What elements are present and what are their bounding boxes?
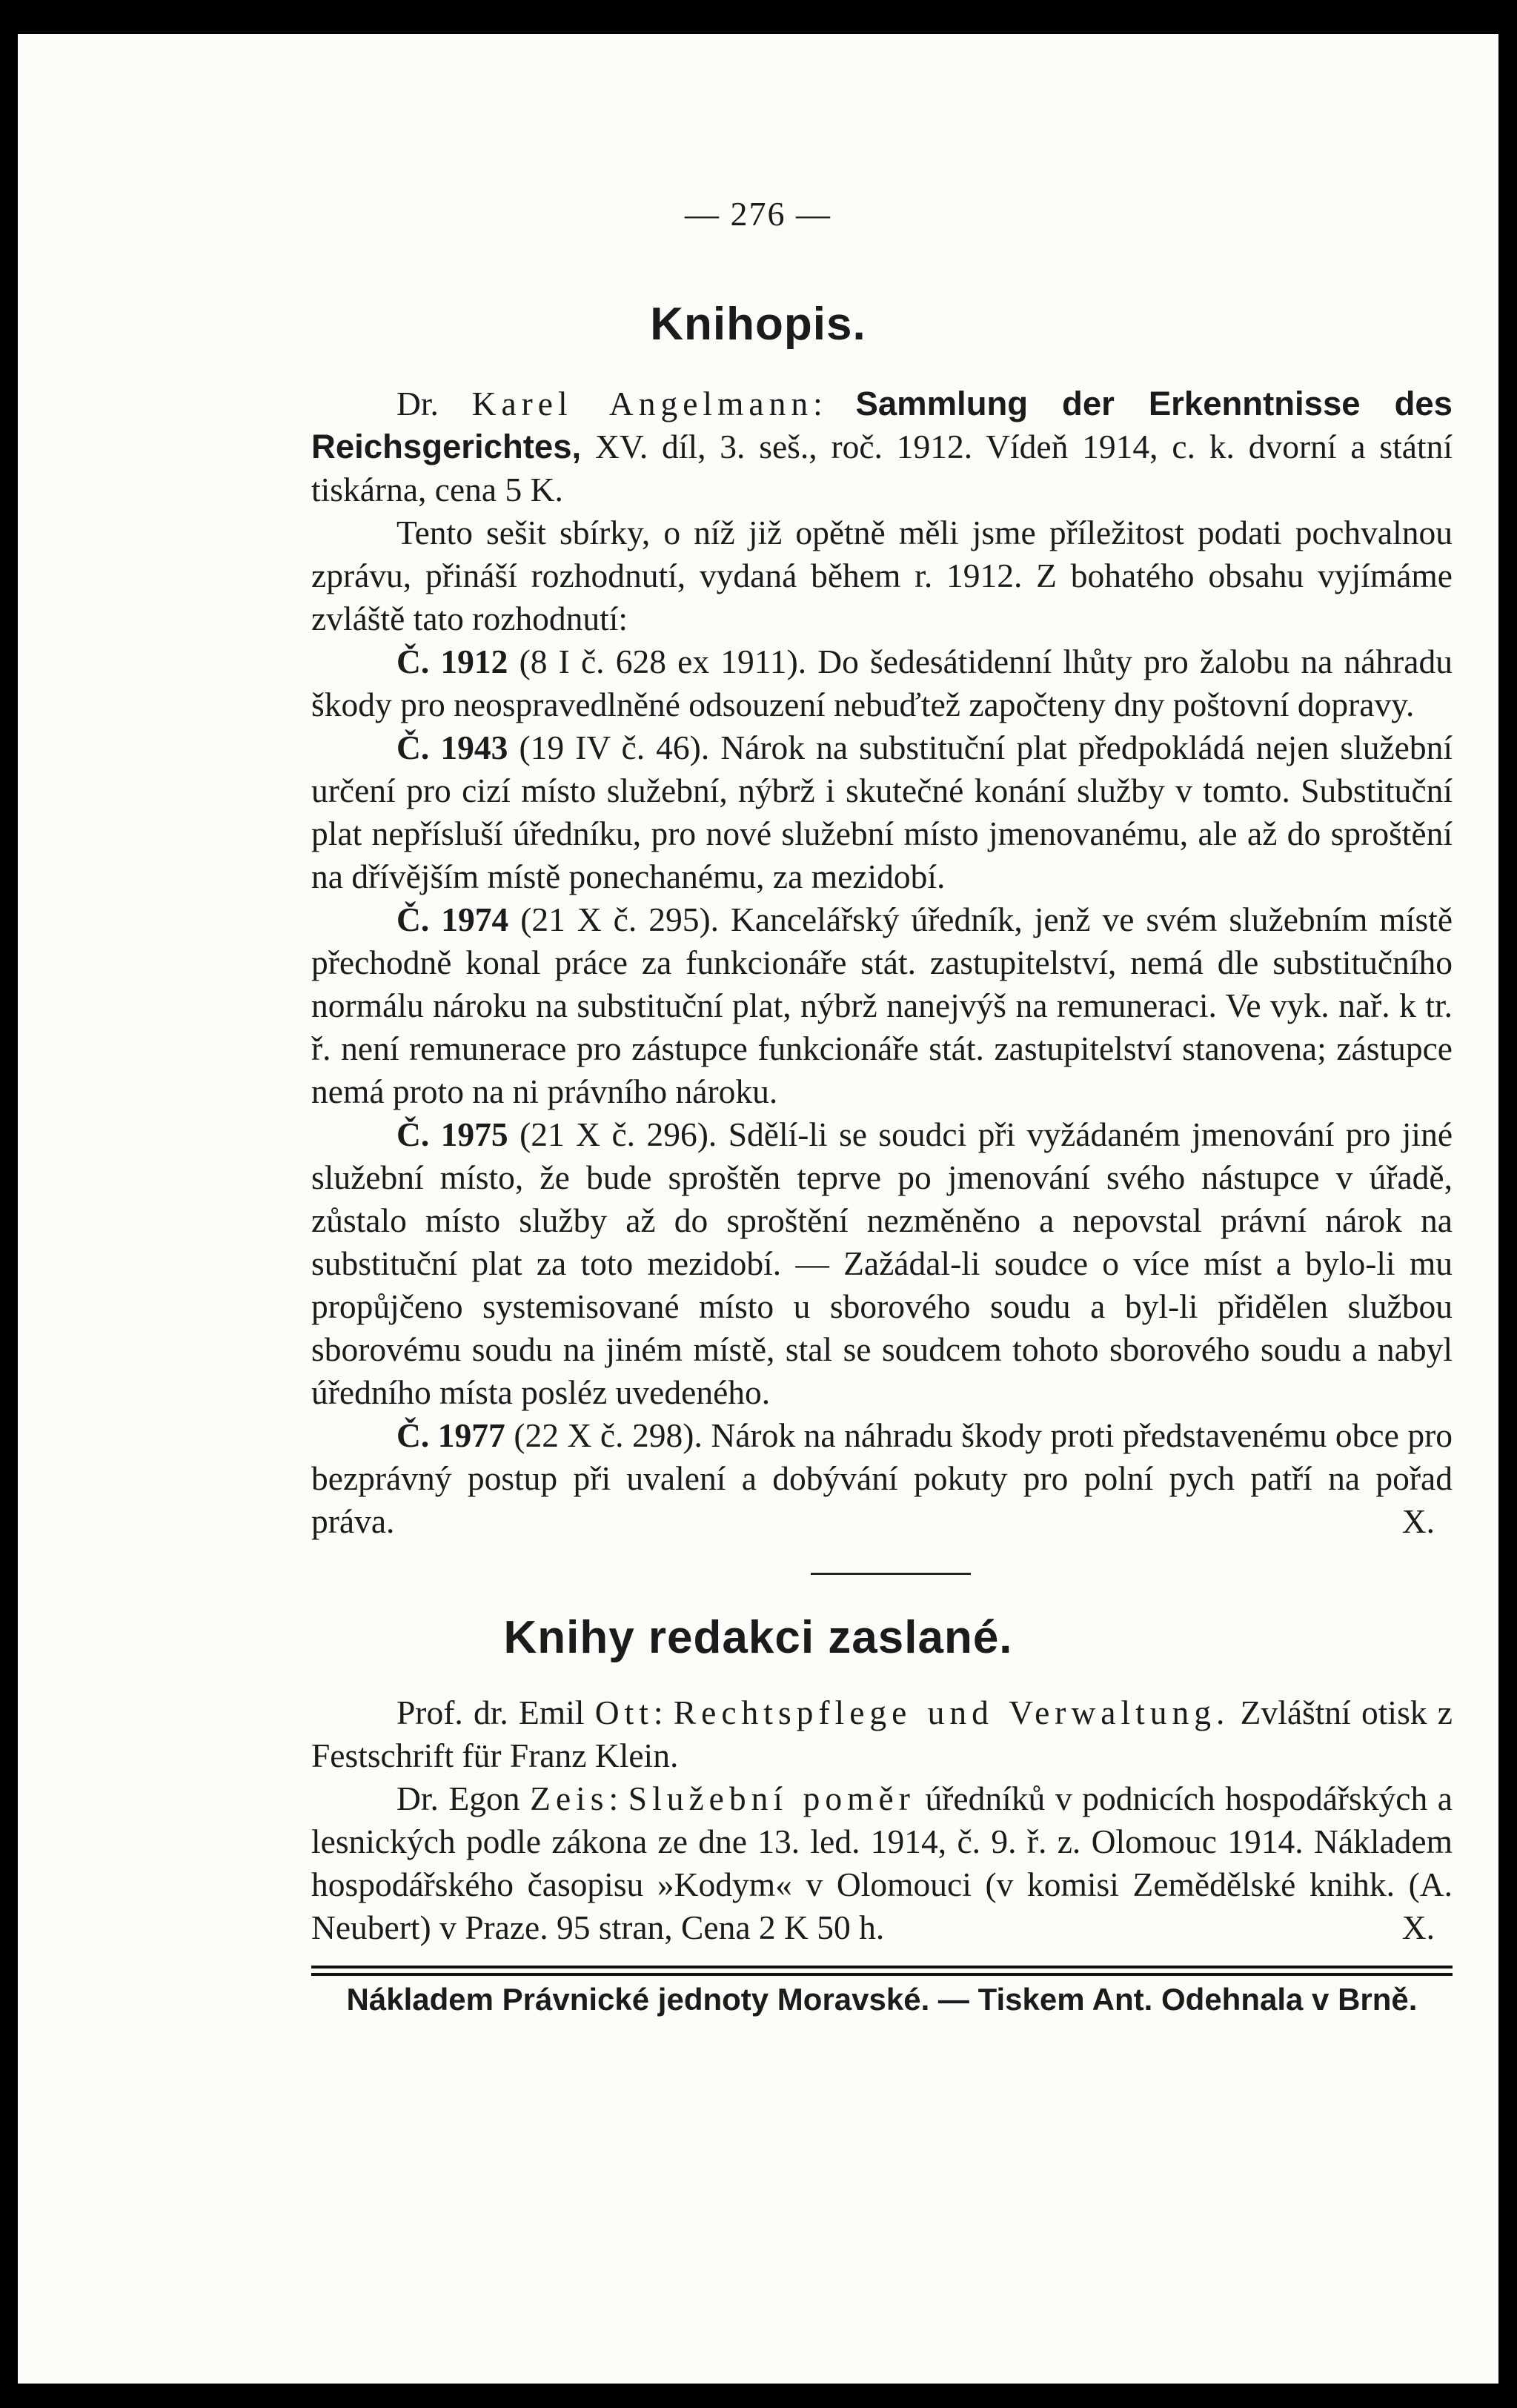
decision-item [311,1414,1453,1543]
received-books-body [311,1691,1453,1949]
entry-title: Služební poměr [628,1780,915,1817]
decision-item [311,1113,1453,1414]
entry-colon: : [653,1694,674,1731]
book-entry [311,382,1453,511]
decision-citation: (8 I č. 628 ex 1911). [508,643,818,680]
decision-text: Sdělí-li se soudci při vyžádaném jmenování pro jiné služební místo, že bude sproštěn teprve po jmenování svého nástupce v úřadě, zůstalo místo služby až do sproštění nezměněno a nepovstal právní nárok na substituční plat za toto mezidobí. — Zažádal-li soudce o více míst a bylo-li mu propůjčeno systemisované místo u sborového soudu a byl-li přidělen službou sborovému soudu na jiném místě, stal se soudcem tohoto sborového soudu a nabyl úředního místa posléz uvedeného. [311,1115,1453,1411]
decision-item [311,726,1453,898]
entry-details: XV. díl, 3. seš., roč. 1912. Vídeň 1914, c. k. dvorní a státní tiskárna, cena 5 K. [311,428,1453,508]
entry-colon: : [608,1780,628,1817]
decision-text: Nárok na náhradu škody proti představenému obce pro bezprávný postup při uvalení a dobývání pokuty pro polní pych patří na pořad práva. [311,1416,1453,1540]
decision-item [311,640,1453,726]
decision-citation: (21 X č. 295). [508,900,731,938]
decision-list [311,640,1453,1543]
entry-signature: X. [1401,1908,1435,1946]
entry-title: Rechtspflege und Verwaltung. [673,1694,1230,1731]
decision-ref: Č. 1974 [396,900,509,938]
received-book-entry [311,1691,1453,1777]
decision-ref: Č. 1943 [396,729,508,766]
entry-author-prefix: Prof. dr. Emil [396,1694,595,1731]
entry-colon: : [813,385,856,422]
review-signature: X. [1401,1502,1435,1540]
knihopis-body [311,382,1453,1543]
entry-author-prefix: Dr. Egon [396,1780,531,1817]
page-number: — 276 — [685,195,831,233]
decision-ref: Č. 1975 [396,1115,508,1153]
section-divider [811,1573,971,1575]
entry-author: Ott [594,1694,654,1731]
entry-title: Sammlung der Erkenntnisse des Reichsgerichtes, [311,385,1453,465]
decision-citation: (21 X č. 296). [508,1115,728,1153]
imprint-rule-bottom [311,1973,1453,1976]
review-intro: Tento sešit sbírky, o níž již opětně měli jsme příležitost podati pochvalnou zprávu, přináší rozhodnutí, vydaná během r. 1912. Z bohatého obsahu vyjímáme zvláště tato rozhodnutí: [311,514,1453,637]
decision-citation: (22 X č. 298). [505,1416,711,1454]
entry-details: Zvláštní otisk z Festschrift für Franz Klein. [311,1694,1453,1774]
entry-author: Zeis [530,1780,609,1817]
section-heading-received-books: Knihy redakci zaslané. [503,1612,1013,1663]
imprint-rule-top [311,1966,1453,1968]
entry-details: úředníků v podnicích hospodářských a lesnických podle zákona ze dne 13. led. 1914, č. 9. ř. z. Olomouc 1914. Nákladem hospodářského časopisu »Kodym« v Olomouci (v komisi Zemědělské knihk. (A. Neubert) v Praze. 95 stran, Cena 2 K 50 h. [311,1780,1453,1946]
imprint-line: Nákladem Právnické jednoty Moravské. — Tiskem Ant. Odehnala v Brně. [346,1982,1418,2017]
entry-author-prefix: Dr. [396,385,472,422]
section-heading-knihopis: Knihopis. [650,299,866,350]
entry-author: Karel Angelmann [471,385,814,422]
decision-citation: (19 IV č. 46). [508,729,721,766]
decision-ref: Č. 1912 [396,643,508,680]
decision-text: Kancelářský úředník, jenž ve svém služebním místě přechodně konal práce za funkcionáře stát. zastupitelství, nemá dle substitučního normálu nároku na substituční plat, nýbrž nanejvýš na remuneraci. Ve vyk. nař. k tr. ř. není remunerace pro zástupce funkcionáře stát. zastupitelství stanovena; zástupce nemá proto na ni právního nároku. [311,900,1453,1110]
decision-text: Do šedesátidenní lhůty pro žalobu na náhradu škody pro neospravedlněné odsouzení nebuďtež započteny dny poštovní dopravy. [311,643,1453,723]
document-page [18,34,1498,2384]
decision-text: Nárok na substituční plat předpokládá nejen služební určení pro cizí místo služební, nýbrž i skutečné konání služby v tomto. Substituční plat nepřísluší úředníku, pro nové služební místo jmenovanému, ale až do sproštění na dřívějším místě ponechanému, za mezidobí. [311,729,1453,895]
received-book-entry [311,1777,1453,1949]
decision-ref: Č. 1977 [396,1416,505,1454]
decision-item [311,898,1453,1113]
